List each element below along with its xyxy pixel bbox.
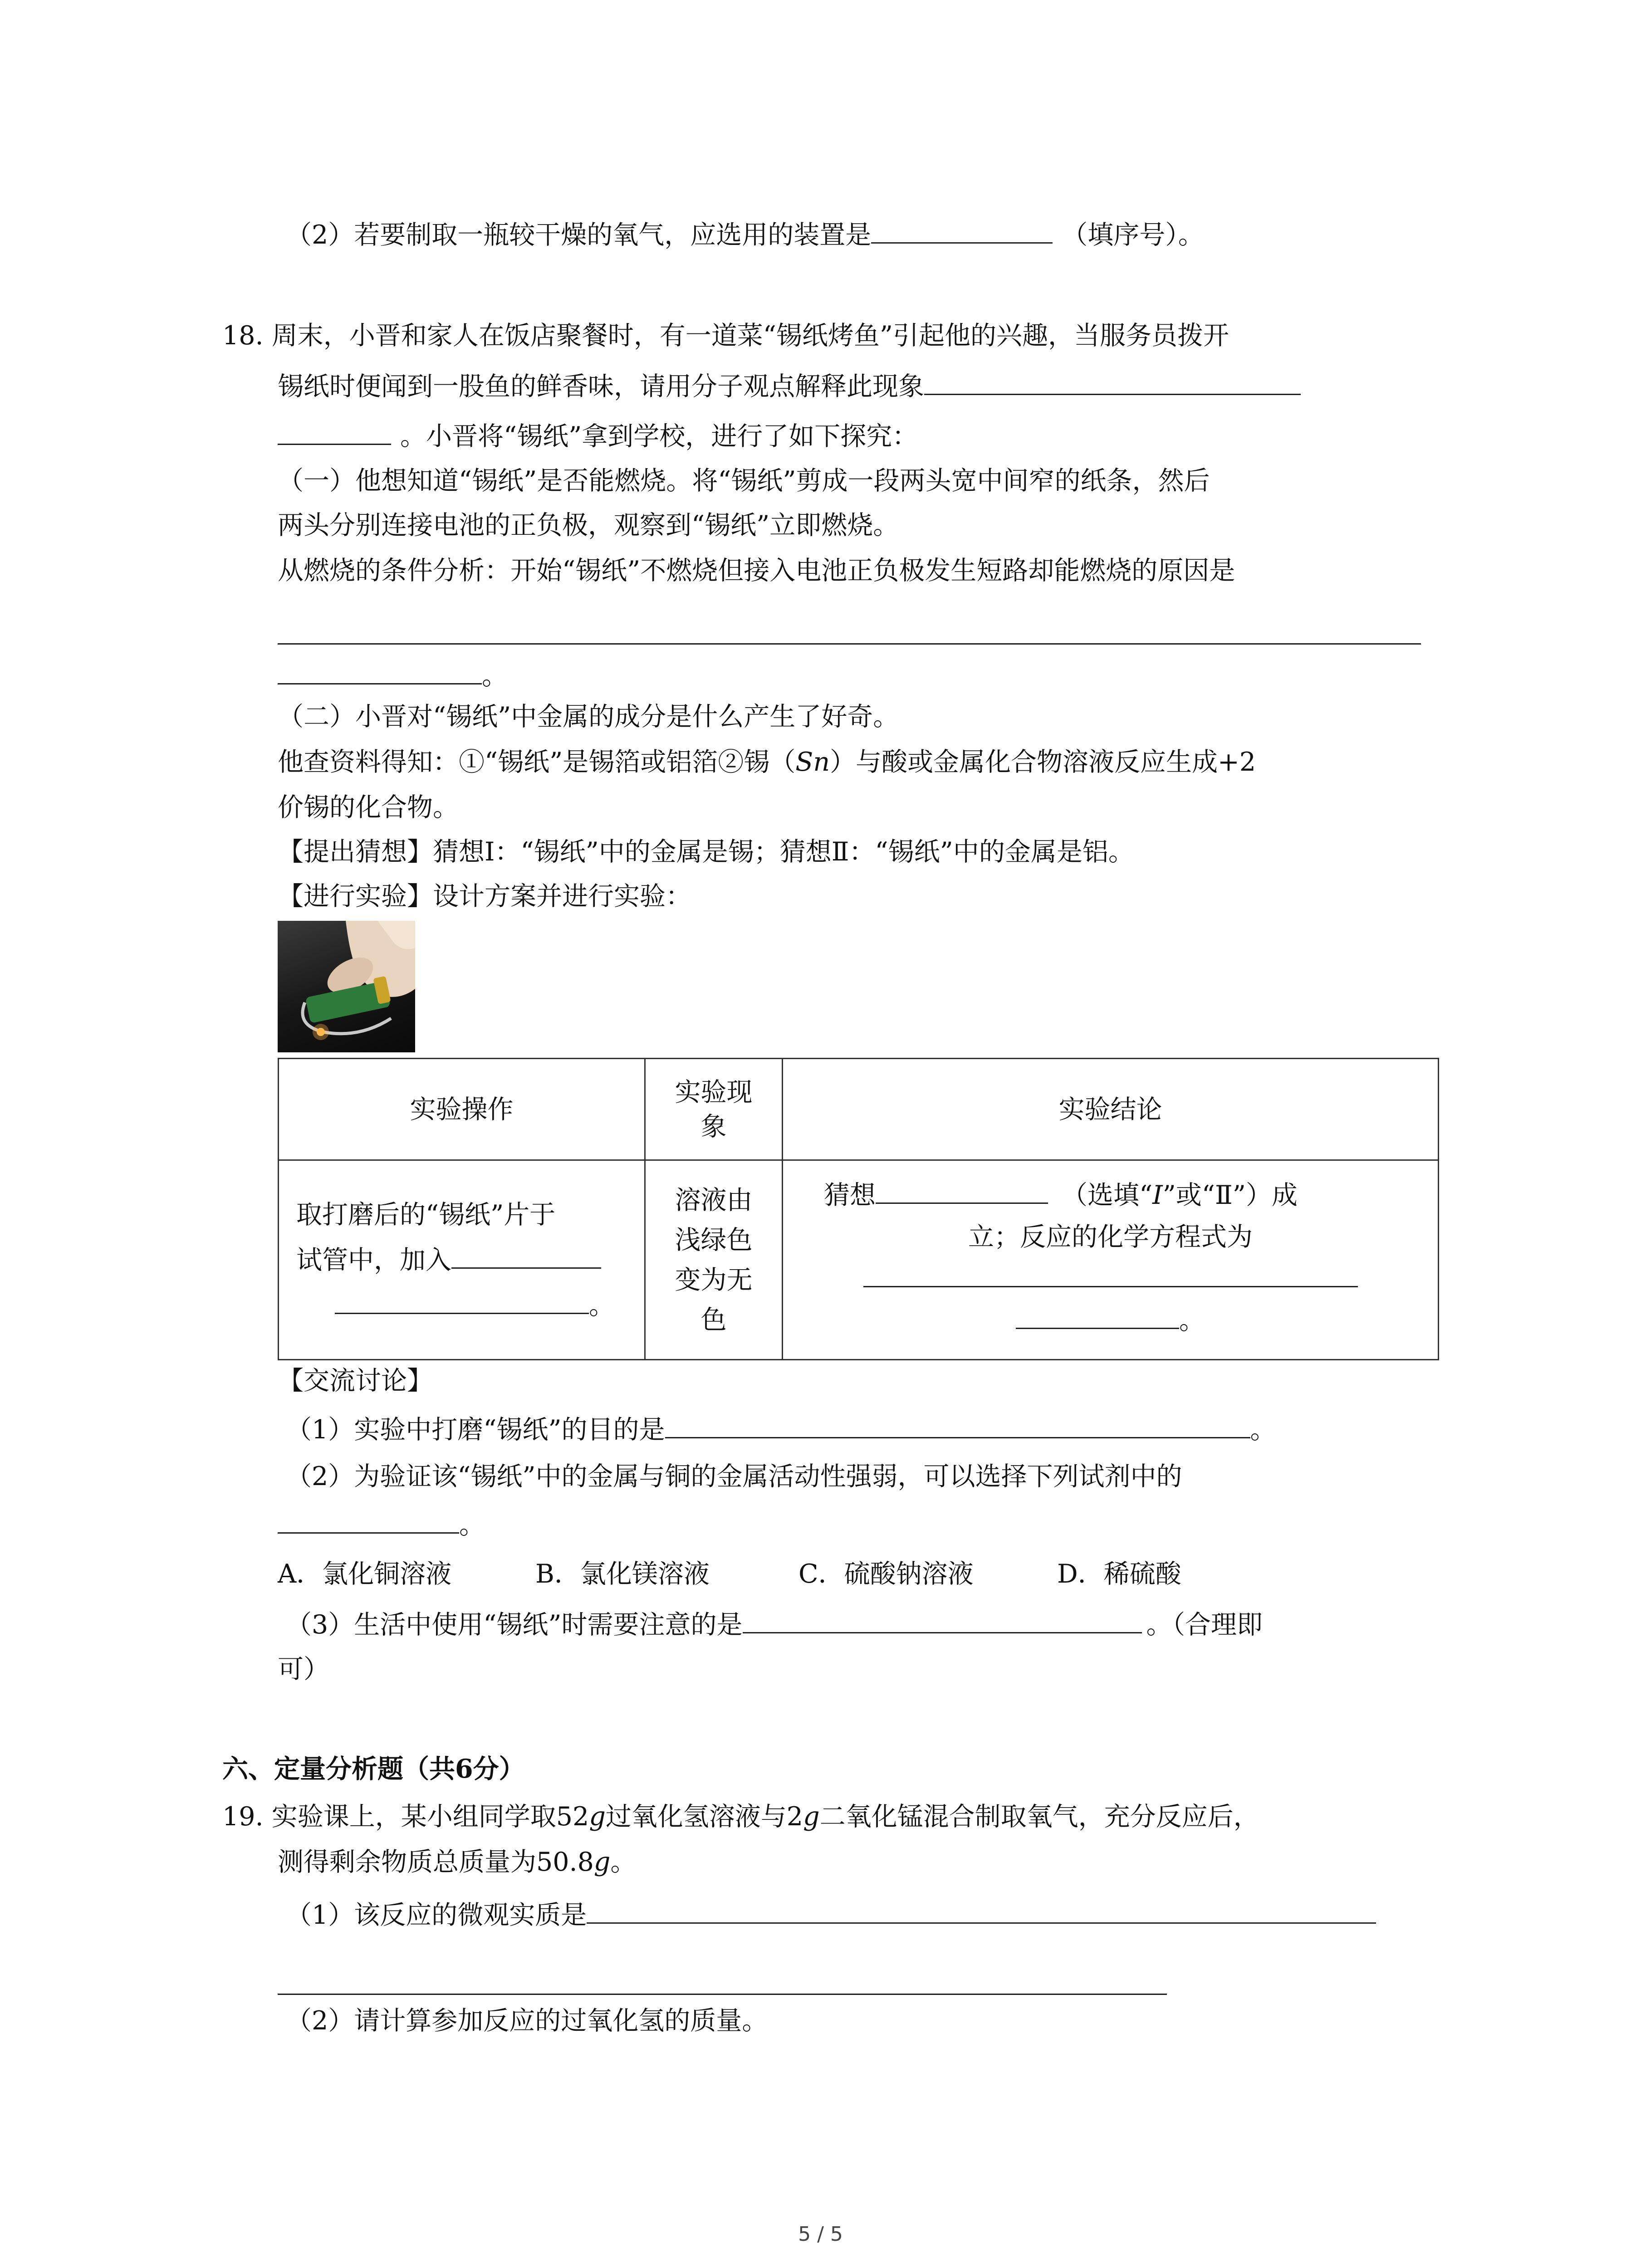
q18-line-12: 【进行实验】设计方案并进行实验： bbox=[278, 881, 691, 911]
q18-line-9: 他查资料得知：①“锡纸”是锡箔或铝箔②锡（Sn）与酸或金属化合物溶液反应生成+2 bbox=[278, 747, 1256, 777]
answer-blank[interactable] bbox=[278, 643, 1421, 645]
q18-line-2: 锡纸时便闻到一股鱼的鲜香味，请用分子观点解释此现象 bbox=[278, 367, 1301, 405]
q18-line-7: 。 bbox=[278, 657, 508, 694]
q17-part2: （2）若要制取一瓶较干燥的氧气，应选用的装置是 （填序号）。 bbox=[286, 216, 1204, 253]
q18-line-4: （一）他想知道“锡纸”是否能燃烧。将“锡纸”剪成一段两头宽中间窄的纸条，然后 bbox=[278, 466, 1210, 496]
q18-line-5: 两头分别连接电池的正负极，观察到“锡纸”立即燃烧。 bbox=[278, 510, 899, 540]
discussion-q2: （2）为验证该“锡纸”中的金属与铜的金属活动性强弱，可以选择下列试剂中的 bbox=[286, 1461, 1182, 1491]
answer-blank[interactable] bbox=[1016, 1301, 1179, 1329]
answer-blank[interactable] bbox=[451, 1241, 601, 1269]
option-c[interactable]: C．硫酸钠溶液 bbox=[798, 1559, 974, 1589]
q19-line-2: 测得剩余物质总质量为50.8g。 bbox=[278, 1847, 637, 1877]
answer-blank[interactable] bbox=[743, 1606, 1142, 1633]
discussion-q1: （1）实验中打磨“锡纸”的目的是 。 bbox=[286, 1411, 1276, 1448]
table-header-row bbox=[279, 1059, 1439, 1160]
answer-blank[interactable] bbox=[871, 216, 1053, 244]
answer-blank[interactable] bbox=[278, 417, 391, 445]
header-operation: 实验操作 bbox=[279, 1059, 645, 1160]
discussion-title: 【交流讨论】 bbox=[278, 1366, 433, 1396]
answer-blank[interactable] bbox=[278, 1506, 459, 1534]
battery-foil-photo-graphic bbox=[278, 921, 415, 1052]
discussion-q2-answer: 。 bbox=[278, 1506, 485, 1543]
answer-blank[interactable] bbox=[587, 1896, 1376, 1924]
discussion-q3: （3）生活中使用“锡纸”时需要注意的是 。（合理即 bbox=[286, 1606, 1263, 1643]
answer-blank[interactable] bbox=[876, 1176, 1048, 1204]
answer-blank[interactable] bbox=[278, 1994, 1167, 1995]
phenomenon-cell: 溶液由 浅绿色 变为无 色 bbox=[645, 1160, 783, 1360]
q18-line-3: 。小晋将“锡纸”拿到学校，进行了如下探究： bbox=[278, 417, 918, 455]
answer-blank[interactable] bbox=[665, 1411, 1250, 1438]
q18-line-11: 【提出猜想】猜想Ⅰ：“锡纸”中的金属是锡；猜想Ⅱ：“锡纸”中的金属是铝。 bbox=[278, 837, 1134, 867]
q18-line-1: 18. 周末，小晋和家人在饭店聚餐时，有一道菜“锡纸烤鱼”引起他的兴趣，当服务员拨开 bbox=[222, 321, 1230, 351]
q19-part2: （2）请计算参加反应的过氧化氢的质量。 bbox=[286, 2006, 768, 2036]
battery-foil-photo bbox=[278, 921, 415, 1052]
q18-line-10: 价锡的化合物。 bbox=[278, 792, 459, 822]
answer-blank[interactable] bbox=[335, 1286, 589, 1314]
discussion-q3-cont: 可） bbox=[278, 1654, 329, 1684]
section-6-heading: 六、定量分析题（共6分） bbox=[222, 1754, 525, 1784]
answer-blank[interactable] bbox=[924, 367, 1301, 395]
q18-line-6: 从燃烧的条件分析：开始“锡纸”不燃烧但接入电池正负极发生短路却能燃烧的原因是 bbox=[278, 556, 1235, 586]
table-row bbox=[279, 1160, 1439, 1360]
option-b[interactable]: B．氯化镁溶液 bbox=[535, 1559, 710, 1589]
header-conclusion: 实验结论 bbox=[783, 1059, 1439, 1160]
experiment-table bbox=[278, 1058, 1439, 1360]
option-a[interactable]: A．氯化铜溶液 bbox=[278, 1559, 452, 1589]
page-number: 5 / 5 bbox=[798, 2223, 843, 2246]
option-d[interactable]: D．稀硫酸 bbox=[1057, 1559, 1181, 1589]
q18-line-8: （二）小晋对“锡纸”中金属的成分是什么产生了好奇。 bbox=[278, 702, 899, 732]
answer-blank[interactable] bbox=[863, 1260, 1358, 1287]
operation-cell: 取打磨后的“锡纸”片于 试管中，加入 。 bbox=[279, 1160, 645, 1360]
header-phenomenon: 实验现 象 bbox=[645, 1059, 783, 1160]
conclusion-cell: 猜想 （选填“I”或“Ⅱ”）成 立；反应的化学方程式为 。 bbox=[783, 1160, 1439, 1360]
q19-part1: （1）该反应的微观实质是 bbox=[286, 1896, 1376, 1933]
answer-blank[interactable] bbox=[278, 657, 482, 684]
q19-line-1: 19. 实验课上，某小组同学取52g过氧化氢溶液与2g二氧化锰混合制取氧气，充分反应后， bbox=[222, 1802, 1259, 1832]
